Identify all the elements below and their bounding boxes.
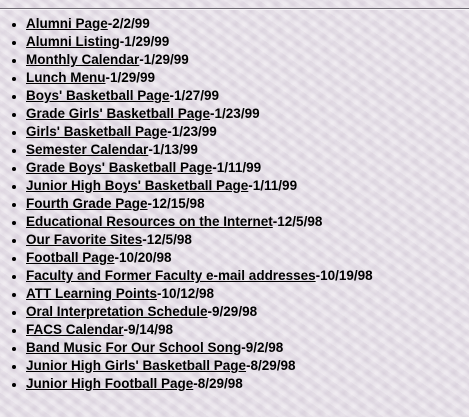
list-item — [26, 105, 373, 123]
list-item — [26, 69, 373, 87]
list-item — [26, 87, 373, 105]
update-link[interactable]: Boys' Basketball Page — [26, 88, 170, 103]
update-link[interactable]: Alumni Page — [26, 16, 108, 31]
list-item — [26, 159, 373, 177]
list-item — [26, 231, 373, 249]
update-date: -1/23/99 — [210, 106, 260, 121]
list-item — [26, 15, 373, 33]
update-link[interactable]: Band Music For Our School Song — [26, 340, 242, 355]
update-date: -9/2/98 — [241, 340, 284, 355]
update-date: -1/29/99 — [105, 70, 156, 85]
list-item — [26, 141, 373, 159]
update-date: -1/29/99 — [119, 34, 170, 49]
update-date: -1/29/99 — [139, 52, 189, 67]
update-link[interactable]: Lunch Menu — [26, 70, 106, 85]
update-date: -1/23/99 — [167, 124, 217, 139]
list-item — [26, 321, 373, 339]
update-link[interactable]: Junior High Football Page — [26, 376, 194, 391]
update-link[interactable]: Fourth Grade Page — [26, 196, 148, 211]
update-date: -1/13/99 — [148, 142, 198, 157]
list-item — [26, 375, 373, 393]
list-item — [26, 249, 373, 267]
update-date: -1/11/99 — [248, 178, 298, 193]
updates-list — [0, 15, 373, 393]
update-link[interactable]: Girls' Basketball Page — [26, 124, 168, 139]
update-date: -12/15/98 — [147, 196, 205, 211]
update-link[interactable]: Grade Boys' Basketball Page — [26, 160, 213, 175]
update-date: -1/11/99 — [212, 160, 262, 175]
list-item — [26, 267, 373, 285]
update-link[interactable]: Semester Calendar — [26, 142, 149, 157]
update-link[interactable]: Oral Interpretation Schedule — [26, 304, 208, 319]
update-date: -8/29/98 — [193, 376, 243, 391]
update-link[interactable]: Football Page — [26, 250, 115, 265]
update-date: -1/27/99 — [169, 88, 220, 103]
top-horizontal-rule — [0, 8, 469, 10]
list-item — [26, 123, 373, 141]
update-link[interactable]: ATT Learning Points — [26, 286, 157, 301]
update-date: -9/29/98 — [207, 304, 258, 319]
list-item — [26, 33, 373, 51]
update-link[interactable]: Grade Girls' Basketball Page — [26, 106, 211, 121]
update-link[interactable]: FACS Calendar — [26, 322, 124, 337]
list-item — [26, 195, 373, 213]
update-link[interactable]: Junior High Girls' Basketball Page — [26, 358, 247, 373]
update-date: -2/2/99 — [107, 16, 150, 31]
update-date: -12/5/98 — [142, 232, 192, 247]
update-date: -9/14/98 — [123, 322, 174, 337]
list-item — [26, 213, 373, 231]
update-date: -12/5/98 — [272, 214, 323, 229]
list-item — [26, 303, 373, 321]
update-date: -10/19/98 — [315, 268, 373, 283]
list-item — [26, 177, 373, 195]
update-link[interactable]: Faculty and Former Faculty e-mail addresses — [26, 268, 316, 283]
update-date: -10/12/98 — [157, 286, 215, 301]
list-item — [26, 357, 373, 375]
list-item — [26, 51, 373, 69]
update-link[interactable]: Junior High Boys' Basketball Page — [26, 178, 249, 193]
update-link[interactable]: Educational Resources on the Internet — [26, 214, 273, 229]
update-link[interactable]: Alumni Listing — [26, 34, 120, 49]
update-date: -8/29/98 — [246, 358, 296, 373]
update-link[interactable]: Our Favorite Sites — [26, 232, 143, 247]
update-link[interactable]: Monthly Calendar — [26, 52, 140, 67]
list-item — [26, 285, 373, 303]
update-date: -10/20/98 — [114, 250, 172, 265]
list-item — [26, 339, 373, 357]
